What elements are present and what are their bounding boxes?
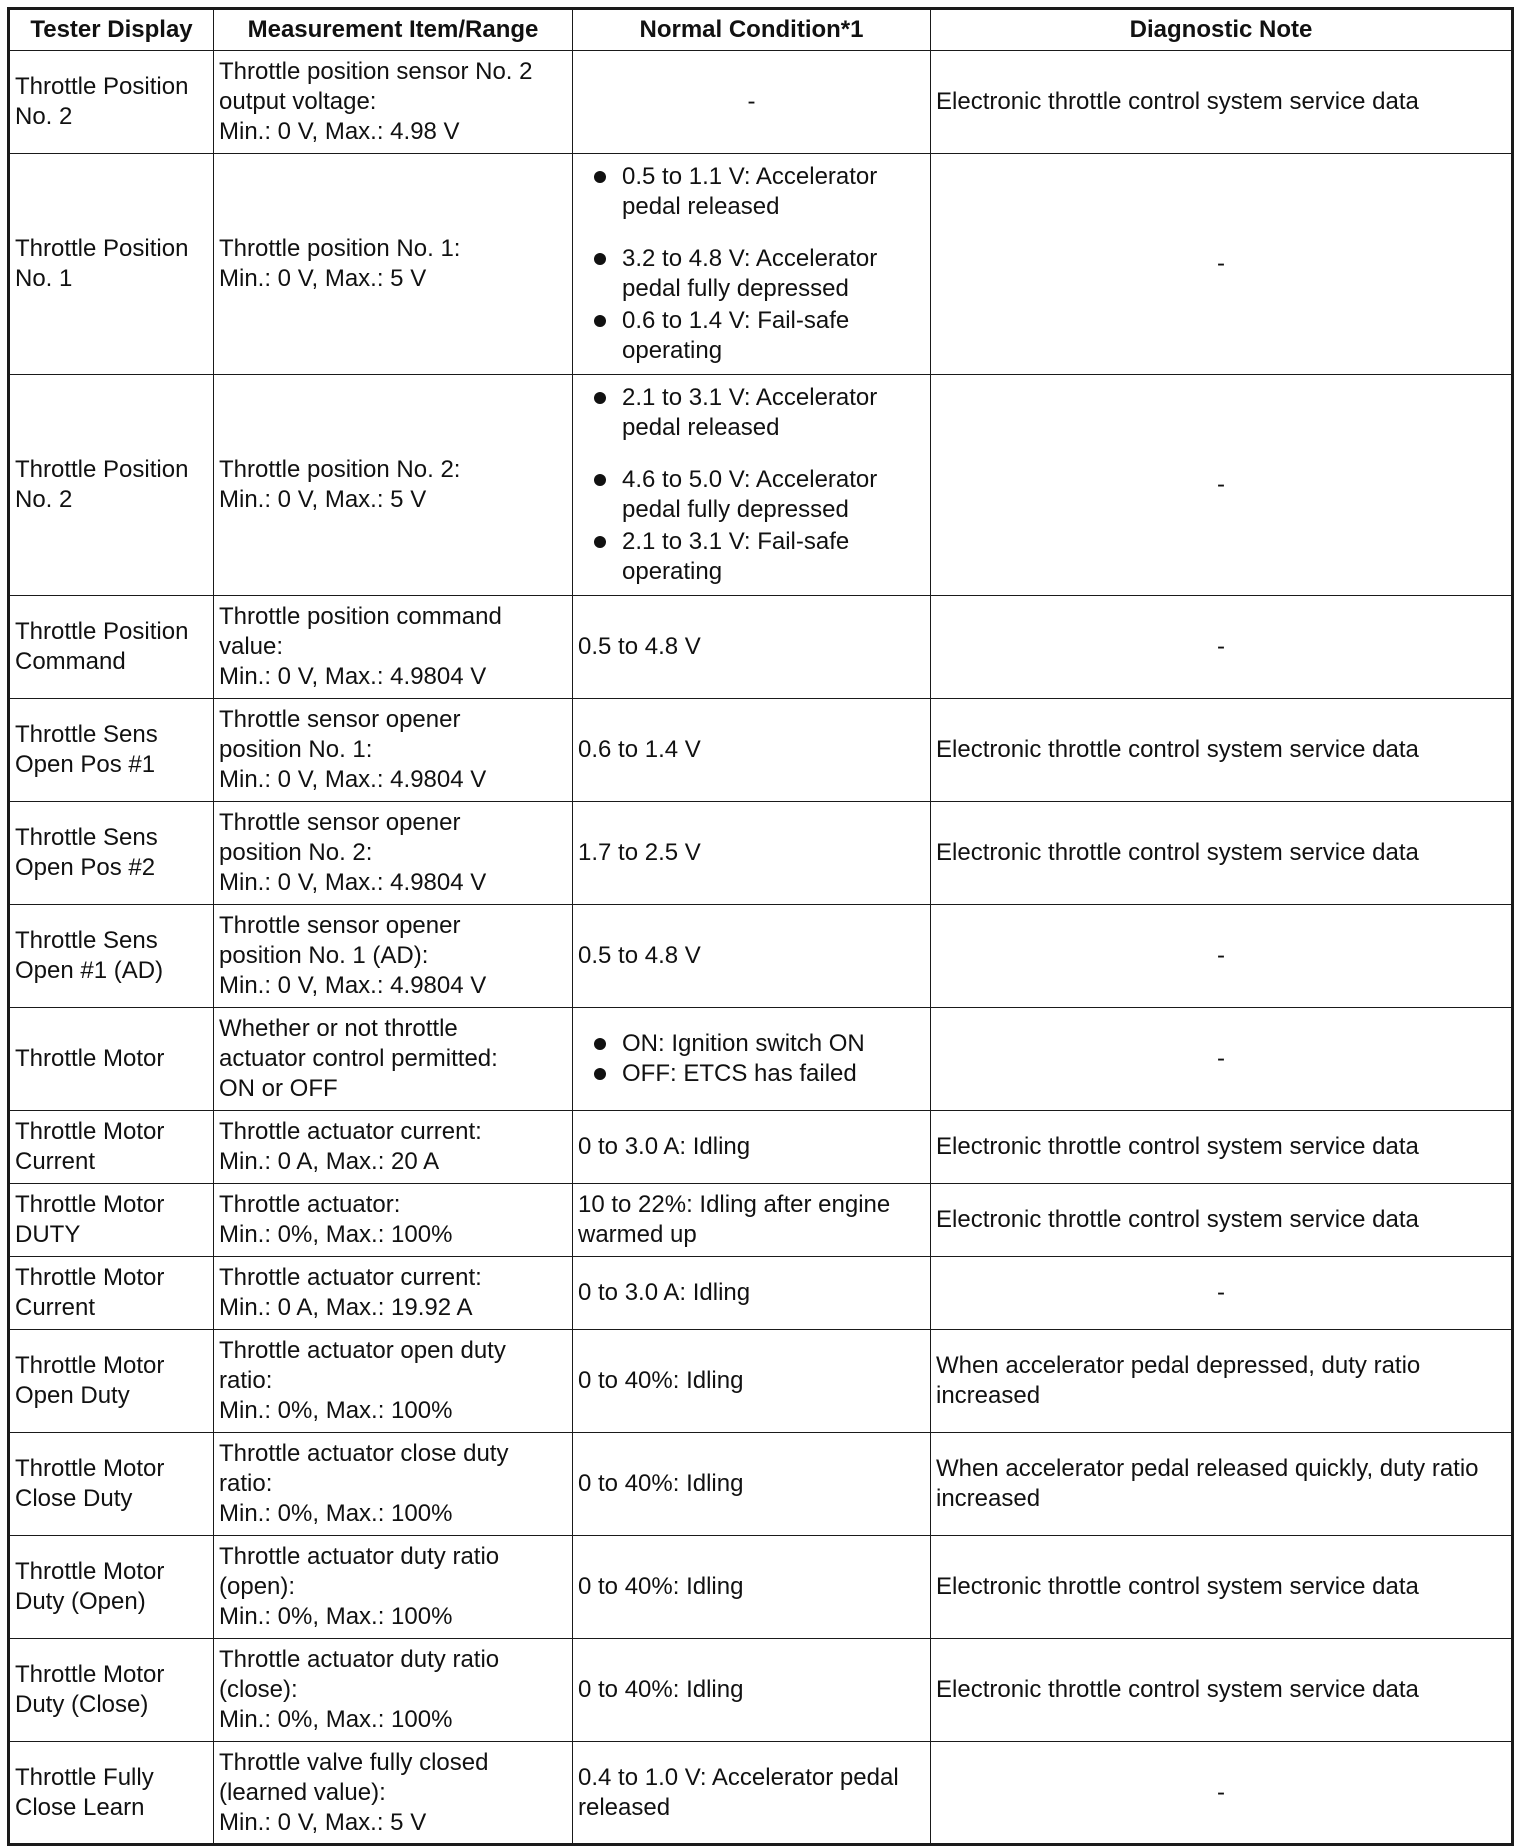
measurement-item-text: Throttle position command value: Min.: 0 V, Max.: 4.9804 V (219, 603, 502, 690)
normal-condition-cell (573, 802, 931, 905)
normal-condition-cell (573, 154, 931, 375)
normal-condition-cell (573, 1008, 931, 1111)
diagnostic-note-cell (931, 1257, 1513, 1330)
measurement-item-text: Throttle actuator close duty ratio: Min.: 0%, Max.: 100% (219, 1440, 509, 1527)
measurement-item-cell (214, 905, 573, 1008)
diagnostic-note-text: - (1217, 250, 1225, 277)
diagnostic-note-text: Electronic throttle control system service data (936, 1676, 1419, 1703)
header-row (9, 9, 1513, 51)
normal-condition-cell (573, 1184, 931, 1257)
diagnostic-note-cell (931, 154, 1513, 375)
tester-display-cell (9, 699, 214, 802)
tester-display-cell (9, 1111, 214, 1184)
condition-bullet-list (578, 383, 925, 587)
condition-bullet-text: 2.1 to 3.1 V: Accelerator pedal released (622, 384, 878, 441)
measurement-item-cell (214, 1536, 573, 1639)
diagnostic-note-text: Electronic throttle control system service data (936, 736, 1419, 763)
tester-display-text: Throttle Motor Current (15, 1264, 165, 1321)
measurement-item-cell (214, 1257, 573, 1330)
diagnostic-note-cell (931, 905, 1513, 1008)
condition-bullet-item (622, 527, 925, 587)
tester-display-text: Throttle Motor Open Duty (15, 1352, 165, 1409)
diagnostic-note-cell (931, 1742, 1513, 1845)
table-row (9, 1008, 1513, 1111)
condition-bullet-list (578, 162, 925, 366)
measurement-item-text: Throttle valve fully closed (learned value): Min.: 0 V, Max.: 5 V (219, 1748, 489, 1836)
normal-condition-cell (573, 596, 931, 699)
tester-display-cell (9, 596, 214, 699)
tester-display-text: Throttle Motor DUTY (15, 1191, 165, 1248)
normal-condition-cell (573, 699, 931, 802)
tester-display-text: Throttle Position No. 2 (15, 73, 189, 130)
tester-display-cell (9, 1257, 214, 1330)
measurement-item-text: Throttle position sensor No. 2 output voltage: Min.: 0 V, Max.: 4.98 V (219, 58, 533, 145)
measurement-item-cell (214, 802, 573, 905)
header-measurement-item: Measurement Item/Range (214, 9, 573, 51)
diagnostic-note-text: Electronic throttle control system service data (936, 839, 1419, 866)
table-row (9, 1330, 1513, 1433)
diagnostic-note-text: Electronic throttle control system service data (936, 88, 1419, 115)
condition-bullet-text: 0.5 to 1.1 V: Accelerator pedal released (622, 163, 878, 220)
measurement-item-cell (214, 699, 573, 802)
measurement-item-cell (214, 1184, 573, 1257)
normal-condition-cell (573, 51, 931, 154)
normal-condition-cell (573, 1433, 931, 1536)
condition-bullet-item (622, 306, 925, 366)
table-row (9, 1639, 1513, 1742)
normal-condition-cell (573, 1742, 931, 1845)
normal-condition-text: 0.6 to 1.4 V (578, 736, 701, 763)
normal-condition-text: 0 to 40%: Idling (578, 1573, 744, 1600)
header-normal-condition: Normal Condition*1 (573, 9, 931, 51)
tester-display-text: Throttle Fully Close Learn (15, 1763, 154, 1821)
table-row (9, 596, 1513, 699)
table-row (9, 1536, 1513, 1639)
tester-display-text: Throttle Sens Open Pos #2 (15, 824, 158, 881)
tester-display-cell (9, 1536, 214, 1639)
diagnostic-note-text: Electronic throttle control system service data (936, 1206, 1419, 1233)
measurement-item-text: Throttle actuator duty ratio (open): Min.: 0%, Max.: 100% (219, 1543, 500, 1630)
normal-condition-text: 0 to 3.0 A: Idling (578, 1279, 751, 1306)
diagnostic-note-cell (931, 375, 1513, 596)
tester-display-cell (9, 1330, 214, 1433)
diagnostic-note-text: - (1217, 1045, 1225, 1072)
measurement-item-text: Throttle sensor opener position No. 1 (AD): Min.: 0 V, Max.: 4.9804 V (219, 912, 487, 999)
tester-display-text: Throttle Motor Duty (Open) (15, 1558, 165, 1615)
tester-display-text: Throttle Sens Open Pos #1 (15, 721, 158, 778)
normal-condition-text: 0.5 to 4.8 V (578, 942, 701, 969)
measurement-item-cell (214, 375, 573, 596)
measurement-item-cell (214, 1008, 573, 1111)
normal-condition-text: 0.5 to 4.8 V (578, 633, 701, 660)
measurement-item-cell (214, 1742, 573, 1845)
table-row (9, 375, 1513, 596)
table-row (9, 1111, 1513, 1184)
tester-display-cell (9, 802, 214, 905)
diagnostic-note-text: Electronic throttle control system service data (936, 1573, 1419, 1600)
tester-display-cell (9, 905, 214, 1008)
condition-bullet-item (622, 162, 925, 222)
measurement-item-cell (214, 1111, 573, 1184)
diagnostic-note-text: - (1217, 471, 1225, 498)
diagnostic-note-cell (931, 1184, 1513, 1257)
tester-display-cell (9, 1742, 214, 1845)
diagnostic-note-cell (931, 1536, 1513, 1639)
tester-display-cell (9, 1008, 214, 1111)
table-row (9, 51, 1513, 154)
condition-bullet-item (622, 383, 925, 443)
header-tester-display: Tester Display (9, 9, 214, 51)
measurement-item-text: Throttle actuator open duty ratio: Min.: 0%, Max.: 100% (219, 1337, 506, 1424)
condition-bullet-item (622, 244, 925, 304)
normal-condition-text: 0 to 40%: Idling (578, 1676, 744, 1703)
tester-display-text: Throttle Position No. 1 (15, 235, 189, 292)
measurement-item-text: Throttle actuator current: Min.: 0 A, Max.: 20 A (219, 1118, 482, 1175)
condition-bullet-text: 0.6 to 1.4 V: Fail-safe operating (622, 307, 850, 364)
normal-condition-text: 0.4 to 1.0 V: Accelerator pedal released (578, 1763, 899, 1821)
measurement-item-text: Throttle actuator: Min.: 0%, Max.: 100% (219, 1191, 453, 1248)
table-row (9, 699, 1513, 802)
normal-condition-cell (573, 1111, 931, 1184)
table-row (9, 154, 1513, 375)
table-row (9, 1257, 1513, 1330)
diagnostic-note-text: - (1217, 633, 1225, 660)
diagnostic-note-cell (931, 1330, 1513, 1433)
normal-condition-text: 1.7 to 2.5 V (578, 839, 701, 866)
normal-condition-cell (573, 375, 931, 596)
tester-display-text: Throttle Motor Close Duty (15, 1455, 165, 1512)
measurement-item-cell (214, 1330, 573, 1433)
tester-display-text: Throttle Motor Duty (Close) (15, 1661, 165, 1718)
condition-bullet-text: 3.2 to 4.8 V: Accelerator pedal fully depressed (622, 245, 878, 302)
table-row (9, 1184, 1513, 1257)
measurement-item-text: Whether or not throttle actuator control permitted: ON or OFF (219, 1015, 498, 1102)
tester-display-text: Throttle Position No. 2 (15, 456, 189, 513)
header-diagnostic-note: Diagnostic Note (931, 9, 1513, 51)
condition-bullet-text: 4.6 to 5.0 V: Accelerator pedal fully depressed (622, 466, 878, 523)
normal-condition-cell (573, 1639, 931, 1742)
tester-display-cell (9, 375, 214, 596)
tester-display-text: Throttle Position Command (15, 618, 189, 675)
diagnostic-note-text: Electronic throttle control system service data (936, 1133, 1419, 1160)
diagnostic-note-text: - (1217, 1279, 1225, 1306)
table-row (9, 1433, 1513, 1536)
diagnostic-note-cell (931, 51, 1513, 154)
condition-bullet-item (622, 1059, 925, 1089)
normal-condition-cell (573, 1257, 931, 1330)
diagnostic-note-text: - (1217, 942, 1225, 969)
tester-display-text: Throttle Motor Current (15, 1118, 165, 1175)
table-row (9, 905, 1513, 1008)
measurement-item-cell (214, 154, 573, 375)
diagnostic-note-cell (931, 802, 1513, 905)
diagnostic-note-cell (931, 1639, 1513, 1742)
measurement-item-text: Throttle position No. 1: Min.: 0 V, Max.: 5 V (219, 235, 461, 292)
diagnostic-note-cell (931, 699, 1513, 802)
measurement-item-text: Throttle actuator duty ratio (close): Min.: 0%, Max.: 100% (219, 1646, 500, 1733)
measurement-item-text: Throttle sensor opener position No. 2: Min.: 0 V, Max.: 4.9804 V (219, 809, 487, 896)
condition-bullet-text: OFF: ETCS has failed (622, 1060, 857, 1087)
measurement-item-cell (214, 1639, 573, 1742)
table-row (9, 1742, 1513, 1845)
measurement-item-cell (214, 1433, 573, 1536)
table-row (9, 802, 1513, 905)
normal-condition-text: 0 to 40%: Idling (578, 1470, 744, 1497)
normal-condition-text: 0 to 3.0 A: Idling (578, 1133, 751, 1160)
tester-display-cell (9, 51, 214, 154)
measurement-item-text: Throttle position No. 2: Min.: 0 V, Max.: 5 V (219, 456, 461, 513)
diagnostic-note-cell (931, 596, 1513, 699)
tester-display-cell (9, 1433, 214, 1536)
tester-display-cell (9, 154, 214, 375)
tester-display-cell (9, 1184, 214, 1257)
condition-bullet-text: 2.1 to 3.1 V: Fail-safe operating (622, 528, 850, 585)
data-list-table (7, 7, 1514, 1846)
diagnostic-note-cell (931, 1433, 1513, 1536)
condition-bullet-item (622, 465, 925, 525)
measurement-item-text: Throttle sensor opener position No. 1: Min.: 0 V, Max.: 4.9804 V (219, 706, 487, 793)
condition-bullet-list (578, 1029, 925, 1089)
tester-display-text: Throttle Sens Open #1 (AD) (15, 927, 164, 984)
measurement-item-cell (214, 51, 573, 154)
tester-display-text: Throttle Motor (15, 1045, 165, 1072)
diagnostic-note-cell (931, 1008, 1513, 1111)
normal-condition-text: 10 to 22%: Idling after engine warmed up (578, 1191, 891, 1248)
diagnostic-note-text: - (1217, 1778, 1225, 1806)
diagnostic-note-cell (931, 1111, 1513, 1184)
normal-condition-cell (573, 905, 931, 1008)
normal-condition-text: - (747, 88, 756, 115)
measurement-item-text: Throttle actuator current: Min.: 0 A, Max.: 19.92 A (219, 1264, 482, 1321)
normal-condition-cell (573, 1330, 931, 1433)
condition-bullet-item (622, 1029, 925, 1059)
diagnostic-note-text: When accelerator pedal depressed, duty ratio increased (936, 1352, 1421, 1409)
normal-condition-text: 0 to 40%: Idling (578, 1367, 744, 1394)
normal-condition-cell (573, 1536, 931, 1639)
tester-display-cell (9, 1639, 214, 1742)
measurement-item-cell (214, 596, 573, 699)
diagnostic-note-text: When accelerator pedal released quickly, duty ratio increased (936, 1455, 1479, 1512)
condition-bullet-text: ON: Ignition switch ON (622, 1030, 865, 1057)
